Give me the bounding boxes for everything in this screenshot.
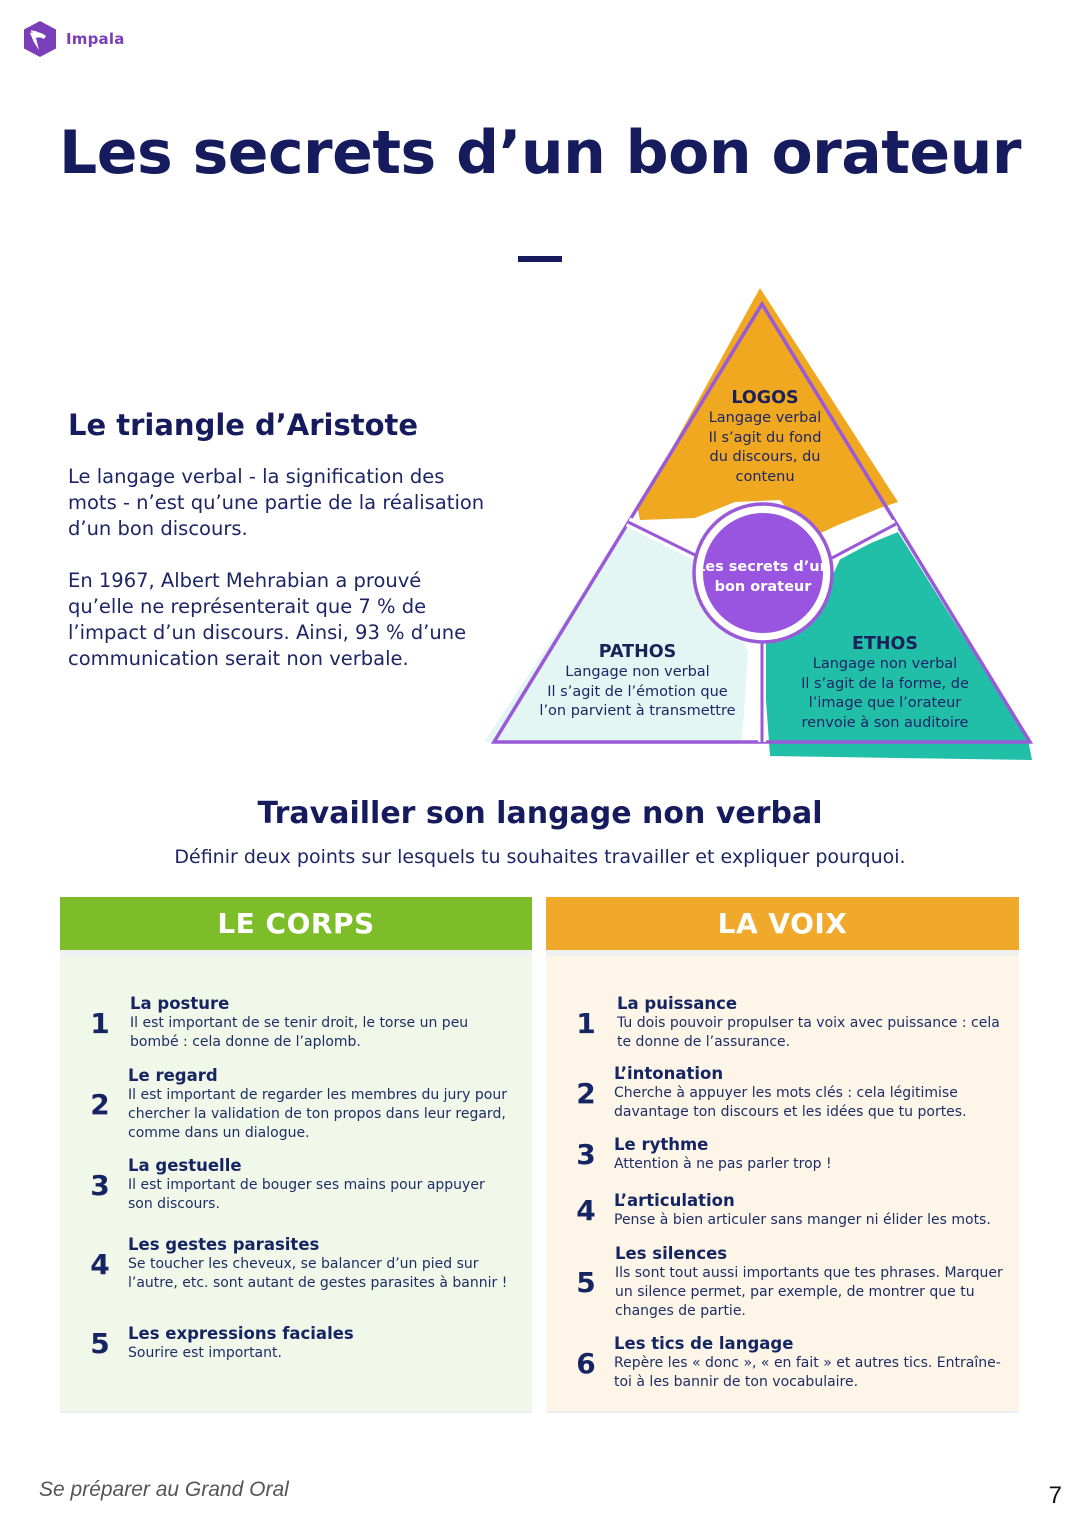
footer-document-title: Se préparer au Grand Oral: [39, 1478, 289, 1501]
logos-line: contenu: [735, 468, 795, 485]
logos-title: LOGOS: [731, 388, 799, 408]
voix-panel: [546, 897, 1019, 1411]
item-title: L’articulation: [614, 1191, 735, 1210]
item-number: 2: [576, 1076, 596, 1110]
list-item: [566, 1064, 1006, 1122]
item-number: 2: [90, 1088, 110, 1121]
list-item: [566, 994, 1006, 1052]
brand-logo: [22, 20, 125, 58]
list-item: [566, 1334, 1006, 1392]
item-title: L’intonation: [614, 1064, 724, 1083]
list-item: [566, 1191, 1016, 1230]
item-title: Les tics de langage: [614, 1334, 794, 1353]
item-number: 1: [90, 1006, 110, 1040]
page-number: 7: [1048, 1482, 1062, 1509]
item-title: Les gestes parasites: [128, 1235, 320, 1254]
item-title: Les silences: [615, 1244, 728, 1263]
pathos-line: l’on parvient à transmettre: [539, 703, 736, 719]
item-title: La gestuelle: [128, 1156, 242, 1175]
item-title: Le regard: [128, 1066, 218, 1085]
corps-header: LE CORPS: [60, 897, 532, 950]
item-title: Le rythme: [614, 1135, 709, 1154]
item-number: 4: [576, 1194, 596, 1227]
item-number: 3: [576, 1138, 596, 1171]
ethos-line: l’image que l’orateur: [808, 695, 962, 711]
logos-line: Langage verbal: [708, 410, 822, 426]
logos-line: Il s’agit du fond: [708, 429, 822, 446]
item-description: Pense à bien articuler sans manger ni élider les mots.: [614, 1212, 991, 1228]
list-item: [80, 1324, 520, 1363]
item-description: Sourire est important.: [128, 1345, 282, 1361]
item-description: Ils sont tout aussi importants que tes phrases. Marquer un silence permet, par exemple, de montrer que tu changes de partie.: [615, 1265, 1003, 1319]
item-title: La puissance: [617, 994, 738, 1013]
pathos-title: PATHOS: [598, 642, 677, 662]
pathos-line: Il s’agit de l’émotion que: [547, 683, 728, 700]
ethos-line: renvoie à son auditoire: [801, 714, 969, 731]
list-item: [566, 1244, 1006, 1321]
voix-header: LA VOIX: [546, 897, 1019, 950]
item-description: Tu dois pouvoir propulser ta voix avec puissance : cela te donne de l’assurance.: [617, 1015, 1000, 1050]
ethos-line: Il s’agit de la forme, de: [801, 675, 969, 692]
center-label: Les secrets d’un bon orateur: [696, 559, 830, 595]
logos-line: du discours, du: [709, 449, 821, 465]
corps-list: [60, 950, 532, 1411]
item-description: Il est important de se tenir droit, le torse un peu bombé : cela donne de l’aplomb.: [130, 1015, 469, 1050]
logos-label: [690, 388, 840, 487]
corps-panel: [60, 897, 532, 1411]
aristote-heading: Le triangle d’Aristote: [68, 408, 419, 442]
ethos-title: ETHOS: [851, 634, 919, 654]
ethos-line: Langage non verbal: [812, 656, 958, 672]
item-description: Attention à ne pas parler trop !: [614, 1156, 832, 1172]
aristotle-triangle-diagram: [480, 280, 1050, 770]
list-item: [80, 1156, 490, 1214]
item-number: 6: [576, 1346, 596, 1380]
aristote-paragraph-2: En 1967, Albert Mehrabian a prouvé qu’elle ne représenterait que 7 % de l’impact d’un discours. Ainsi, 93 % d’une communication serait non verbale.: [68, 569, 467, 670]
item-description: Repère les « donc », « en fait » et autres tics. Entraîne-toi à les bannir de ton vocabulaire.: [614, 1355, 1001, 1390]
item-description: Se toucher les cheveux, se balancer d’un pied sur l’autre, etc. sont autant de gestes parasites à bannir !: [128, 1256, 508, 1291]
list-item: [80, 1066, 520, 1143]
non-verbal-instructions: Définir deux points sur lesquels tu souhaites travailler et expliquer pourquoi.: [174, 846, 906, 868]
item-description: Il est important de bouger ses mains pour appuyer son discours.: [128, 1177, 485, 1212]
non-verbal-heading: Travailler son langage non verbal: [257, 796, 823, 831]
brand-name: Impala: [66, 30, 125, 48]
item-description: Cherche à appuyer les mots clés : cela légitimise davantage ton discours et les idées que tu portes.: [614, 1085, 967, 1120]
list-item: [80, 994, 520, 1052]
item-number: 1: [576, 1006, 596, 1040]
pathos-line: Langage non verbal: [565, 664, 710, 680]
aristote-paragraph-1: Le langage verbal - la signification des mots - n’est qu’une partie de la réalisation d’un bon discours.: [68, 465, 485, 540]
item-title: La posture: [130, 994, 230, 1013]
voix-list: [546, 950, 1019, 1411]
list-item: [80, 1235, 520, 1293]
page-title: Les secrets d’un bon orateur: [59, 118, 1021, 188]
title-divider: [518, 256, 562, 262]
item-number: 5: [576, 1266, 596, 1299]
pathos-label: [530, 642, 745, 722]
ethos-label: [790, 634, 980, 733]
item-number: 5: [90, 1327, 110, 1360]
item-title: Les expressions faciales: [128, 1324, 354, 1343]
impala-logo-icon: [22, 20, 58, 58]
item-number: 4: [90, 1247, 110, 1281]
item-description: Il est important de regarder les membres du jury pour chercher la validation de ton propos dans leur regard, comme dans un dialogue.: [128, 1087, 507, 1141]
list-item: [566, 1135, 1006, 1174]
item-number: 3: [90, 1168, 110, 1202]
